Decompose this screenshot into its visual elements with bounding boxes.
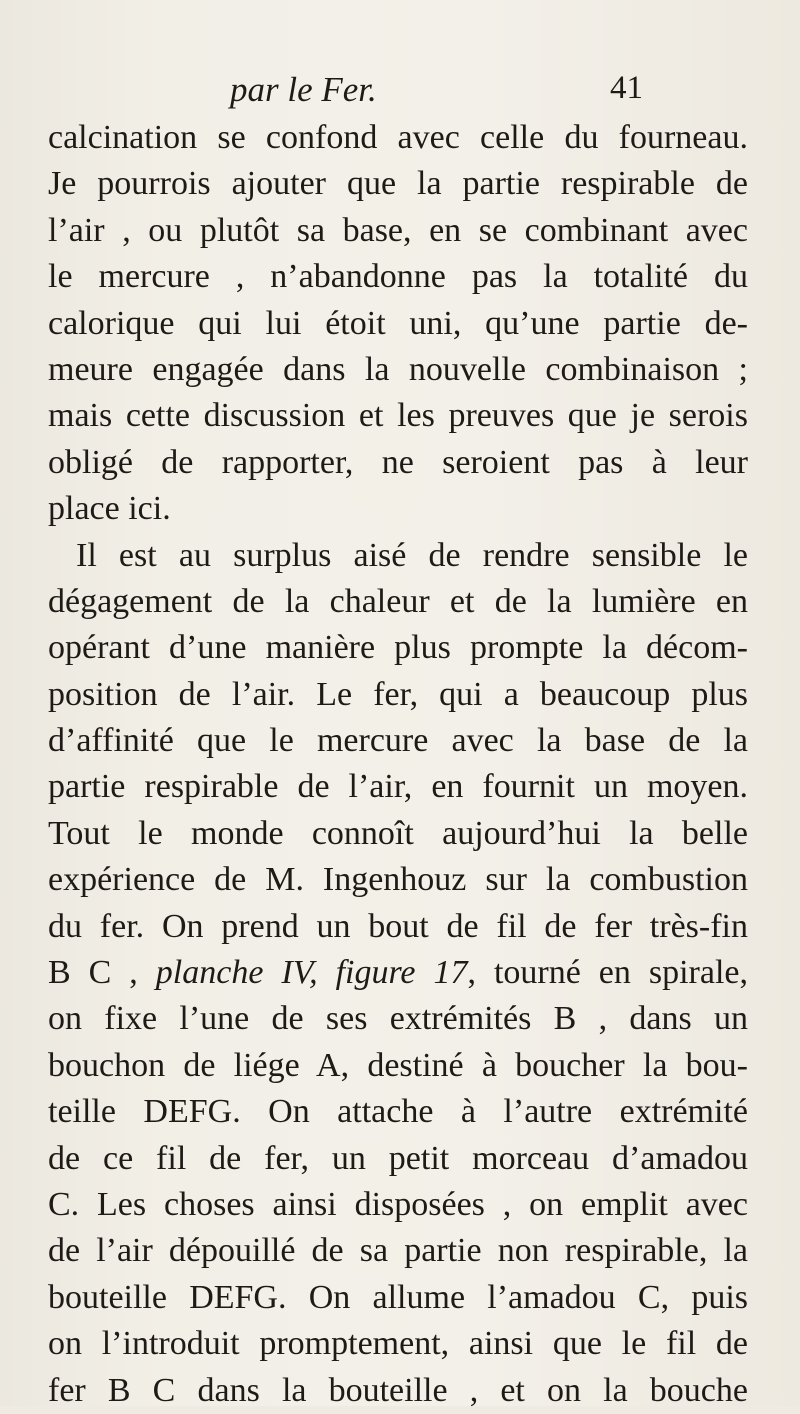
text-line: de ce fil de fer, un petit morceau d’amadou [48, 1139, 748, 1177]
text-line: position de l’air. Le fer, qui a beaucoup plus [48, 675, 748, 713]
text-segment: , tourné en spirale, [467, 954, 749, 992]
text-line [48, 950, 748, 996]
text-line: partie respirable de l’air, en fournit un moyen. [48, 768, 748, 806]
text-line: Je pourrois ajouter que la partie respirable de [48, 165, 748, 203]
page-number: 41 [610, 70, 643, 106]
text-line: Il est au surplus aisé de rendre sensible le [76, 536, 748, 574]
text-line: du fer. On prend un bout de fil de fer très-fin [48, 907, 748, 945]
text-line: Tout le monde connoît aujourd’hui la belle [48, 814, 748, 852]
text-segment: B C , [48, 954, 156, 992]
text-line: le mercure , n’abandonne pas la totalité du [48, 258, 748, 296]
body-text [48, 115, 748, 1414]
text-line: meure engagée dans la nouvelle combinaison ; [48, 350, 748, 388]
plate-reference: planche IV, figure 17 [155, 954, 468, 992]
text-line: C. Les choses ainsi disposées , on emplit avec [48, 1185, 748, 1223]
text-line: on l’introduit promptement, ainsi que le fil de [48, 1325, 748, 1363]
text-line: bouchon de liége A, destiné à boucher la bou- [48, 1046, 748, 1084]
running-title: par le Fer. [230, 70, 377, 109]
text-line: fer B C dans la bouteille , et on la bouche [48, 1371, 748, 1409]
text-line: opérant d’une manière plus prompte la décom- [48, 629, 748, 667]
text-line: mais cette discussion et les preuves que je serois [48, 397, 748, 435]
text-line: d’affinité que le mercure avec la base de la [48, 722, 748, 760]
text-line: l’air , ou plutôt sa base, en se combinant avec [48, 211, 748, 249]
text-line: de l’air dépouillé de sa partie non respirable, la [48, 1232, 748, 1270]
text-line: dégagement de la chaleur et de la lumière en [48, 582, 748, 620]
text-line: teille DEFG. On attache à l’autre extrémité [48, 1093, 748, 1131]
text-line: calorique qui lui étoit uni, qu’une partie de- [48, 304, 748, 342]
text-line: expérience de M. Ingenhouz sur la combustion [48, 861, 748, 899]
text-line: calcination se confond avec celle du fourneau. [48, 119, 748, 156]
text-line: bouteille DEFG. On allume l’amadou C, puis [48, 1278, 748, 1316]
text-line: on fixe l’une de ses extrémités B , dans un [48, 1000, 748, 1038]
text-line: place ici. [48, 490, 171, 528]
text-line: obligé de rapporter, ne seroient pas à leur [48, 443, 748, 481]
